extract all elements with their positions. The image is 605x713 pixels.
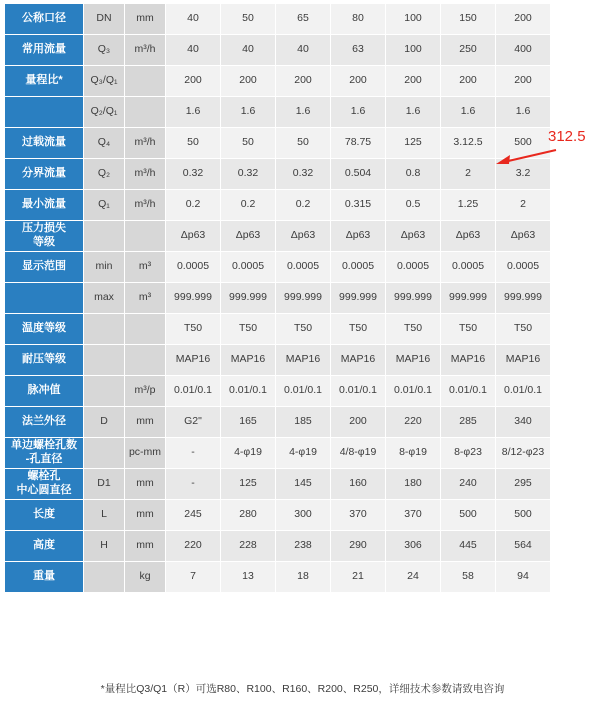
cell-value: 200 bbox=[386, 66, 441, 97]
cell-value: 200 bbox=[331, 407, 386, 438]
cell-value: 228 bbox=[221, 531, 276, 562]
row-label: 温度等级 bbox=[5, 314, 84, 345]
cell-value: 50 bbox=[221, 128, 276, 159]
row-unit: mm bbox=[125, 4, 166, 35]
cell-value: 1.25 bbox=[441, 190, 496, 221]
table-row bbox=[5, 35, 551, 66]
cell-value: 295 bbox=[496, 469, 551, 500]
row-symbol: Q₄ bbox=[84, 128, 125, 159]
cell-value: 200 bbox=[496, 66, 551, 97]
row-label: 重量 bbox=[5, 562, 84, 593]
cell-value: Δp63 bbox=[496, 221, 551, 252]
row-symbol: DN bbox=[84, 4, 125, 35]
row-label: 常用流量 bbox=[5, 35, 84, 66]
cell-value: T50 bbox=[441, 314, 496, 345]
cell-value: 1.6 bbox=[496, 97, 551, 128]
cell-value: 370 bbox=[386, 500, 441, 531]
table-row bbox=[5, 438, 551, 469]
cell-value: 0.32 bbox=[166, 159, 221, 190]
row-symbol bbox=[84, 438, 125, 469]
row-symbol: Q₁ bbox=[84, 190, 125, 221]
cell-value: 0.2 bbox=[276, 190, 331, 221]
table-row bbox=[5, 128, 551, 159]
row-symbol: max bbox=[84, 283, 125, 314]
row-unit bbox=[125, 314, 166, 345]
cell-value: MAP16 bbox=[496, 345, 551, 376]
cell-value: 3.2 bbox=[496, 159, 551, 190]
cell-value: 0.0005 bbox=[166, 252, 221, 283]
cell-value: 0.8 bbox=[386, 159, 441, 190]
table-row bbox=[5, 314, 551, 345]
row-unit: mm bbox=[125, 500, 166, 531]
cell-value: MAP16 bbox=[386, 345, 441, 376]
cell-value: Δp63 bbox=[386, 221, 441, 252]
cell-value: 0.315 bbox=[331, 190, 386, 221]
cell-value: Δp63 bbox=[166, 221, 221, 252]
cell-value: 4/8-φ19 bbox=[331, 438, 386, 469]
table-row bbox=[5, 159, 551, 190]
cell-value: 290 bbox=[331, 531, 386, 562]
cell-value: 999.999 bbox=[276, 283, 331, 314]
row-label: 脉冲值 bbox=[5, 376, 84, 407]
cell-value: MAP16 bbox=[331, 345, 386, 376]
cell-value: 18 bbox=[276, 562, 331, 593]
row-symbol bbox=[84, 376, 125, 407]
cell-value: 500 bbox=[496, 500, 551, 531]
cell-value: 21 bbox=[331, 562, 386, 593]
row-symbol: D1 bbox=[84, 469, 125, 500]
cell-value: 50 bbox=[221, 4, 276, 35]
cell-value: 40 bbox=[221, 35, 276, 66]
cell-value: 285 bbox=[441, 407, 496, 438]
cell-value: 58 bbox=[441, 562, 496, 593]
row-label: 长度 bbox=[5, 500, 84, 531]
cell-value: 0.01/0.1 bbox=[496, 376, 551, 407]
cell-value: 94 bbox=[496, 562, 551, 593]
cell-value: 40 bbox=[166, 4, 221, 35]
cell-value: 185 bbox=[276, 407, 331, 438]
cell-value: 1.6 bbox=[331, 97, 386, 128]
cell-value: 63 bbox=[331, 35, 386, 66]
cell-value: 500 bbox=[496, 128, 551, 159]
cell-value: 160 bbox=[331, 469, 386, 500]
row-symbol: Q₃/Q₁ bbox=[84, 66, 125, 97]
table-row bbox=[5, 407, 551, 438]
cell-value: 100 bbox=[386, 4, 441, 35]
cell-value: 999.999 bbox=[331, 283, 386, 314]
cell-value: 200 bbox=[276, 66, 331, 97]
cell-value: 238 bbox=[276, 531, 331, 562]
cell-value: 0.32 bbox=[221, 159, 276, 190]
row-unit: m³ bbox=[125, 252, 166, 283]
row-label: 压力损失 等级 bbox=[5, 221, 84, 252]
cell-value: Δp63 bbox=[441, 221, 496, 252]
row-unit: pc-mm bbox=[125, 438, 166, 469]
cell-value: 220 bbox=[386, 407, 441, 438]
cell-value: 200 bbox=[166, 66, 221, 97]
cell-value: 8-φ23 bbox=[441, 438, 496, 469]
cell-value: 250 bbox=[441, 35, 496, 66]
cell-value: 165 bbox=[221, 407, 276, 438]
cell-value: 4-φ19 bbox=[276, 438, 331, 469]
row-unit: m³/h bbox=[125, 128, 166, 159]
cell-value: 0.0005 bbox=[441, 252, 496, 283]
cell-value: - bbox=[166, 469, 221, 500]
cell-value: 100 bbox=[386, 35, 441, 66]
row-label: 螺栓孔 中心圆直径 bbox=[5, 469, 84, 500]
row-unit: mm bbox=[125, 531, 166, 562]
cell-value: T50 bbox=[331, 314, 386, 345]
cell-value: 0.2 bbox=[221, 190, 276, 221]
cell-value: 0.01/0.1 bbox=[441, 376, 496, 407]
cell-value: 1.6 bbox=[221, 97, 276, 128]
cell-value: 0.01/0.1 bbox=[386, 376, 441, 407]
specification-table bbox=[4, 3, 551, 593]
cell-value: 999.999 bbox=[441, 283, 496, 314]
row-label: 最小流量 bbox=[5, 190, 84, 221]
table-row bbox=[5, 469, 551, 500]
cell-value: 0.0005 bbox=[496, 252, 551, 283]
row-unit: mm bbox=[125, 407, 166, 438]
table-row bbox=[5, 190, 551, 221]
cell-value: G2" bbox=[166, 407, 221, 438]
row-label: 单边螺栓孔数 -孔直径 bbox=[5, 438, 84, 469]
cell-value: T50 bbox=[166, 314, 221, 345]
cell-value: 0.0005 bbox=[221, 252, 276, 283]
table-row bbox=[5, 376, 551, 407]
table-row bbox=[5, 562, 551, 593]
row-unit bbox=[125, 97, 166, 128]
row-label bbox=[5, 97, 84, 128]
cell-value: 200 bbox=[441, 66, 496, 97]
cell-value: MAP16 bbox=[441, 345, 496, 376]
cell-value: 7 bbox=[166, 562, 221, 593]
row-symbol: min bbox=[84, 252, 125, 283]
cell-value: 8-φ19 bbox=[386, 438, 441, 469]
row-unit: m³/p bbox=[125, 376, 166, 407]
table-row bbox=[5, 221, 551, 252]
cell-value: 78.75 bbox=[331, 128, 386, 159]
cell-value: 300 bbox=[276, 500, 331, 531]
row-symbol bbox=[84, 345, 125, 376]
row-unit bbox=[125, 66, 166, 97]
cell-value: 340 bbox=[496, 407, 551, 438]
cell-value: 0.0005 bbox=[331, 252, 386, 283]
cell-value: T50 bbox=[221, 314, 276, 345]
row-unit: kg bbox=[125, 562, 166, 593]
cell-value: 0.01/0.1 bbox=[166, 376, 221, 407]
cell-value: 0.0005 bbox=[276, 252, 331, 283]
cell-value: T50 bbox=[496, 314, 551, 345]
table-row bbox=[5, 531, 551, 562]
cell-value: 306 bbox=[386, 531, 441, 562]
cell-value: 0.0005 bbox=[386, 252, 441, 283]
cell-value: 40 bbox=[276, 35, 331, 66]
table-row bbox=[5, 283, 551, 314]
cell-value: 500 bbox=[441, 500, 496, 531]
cell-value: 150 bbox=[441, 4, 496, 35]
cell-value: 1.6 bbox=[276, 97, 331, 128]
cell-value: 999.999 bbox=[166, 283, 221, 314]
row-label: 显示范围 bbox=[5, 252, 84, 283]
row-label: 分界流量 bbox=[5, 159, 84, 190]
row-unit: m³ bbox=[125, 283, 166, 314]
cell-value: 1.6 bbox=[386, 97, 441, 128]
row-unit: m³/h bbox=[125, 190, 166, 221]
cell-value: 999.999 bbox=[221, 283, 276, 314]
cell-value-highlighted: 3.12.5 bbox=[441, 128, 496, 159]
table-row bbox=[5, 97, 551, 128]
cell-value: 0.2 bbox=[166, 190, 221, 221]
cell-value: T50 bbox=[386, 314, 441, 345]
cell-value: 220 bbox=[166, 531, 221, 562]
row-symbol: Q₃ bbox=[84, 35, 125, 66]
cell-value: 2 bbox=[496, 190, 551, 221]
cell-value: 200 bbox=[331, 66, 386, 97]
row-label: 过载流量 bbox=[5, 128, 84, 159]
table-row bbox=[5, 500, 551, 531]
cell-value: 125 bbox=[221, 469, 276, 500]
cell-value: 445 bbox=[441, 531, 496, 562]
cell-value: 180 bbox=[386, 469, 441, 500]
cell-value: 370 bbox=[331, 500, 386, 531]
cell-value: MAP16 bbox=[166, 345, 221, 376]
table-row bbox=[5, 252, 551, 283]
cell-value: Δp63 bbox=[221, 221, 276, 252]
cell-value: 50 bbox=[166, 128, 221, 159]
row-symbol bbox=[84, 562, 125, 593]
footnote: *量程比Q3/Q1（R）可选R80、R100、R160、R200、R250，详细技术参数请致电咨询 bbox=[100, 683, 505, 695]
cell-value: 1.6 bbox=[441, 97, 496, 128]
cell-value: 0.01/0.1 bbox=[221, 376, 276, 407]
cell-value: Δp63 bbox=[276, 221, 331, 252]
row-unit: mm bbox=[125, 469, 166, 500]
cell-value: 0.504 bbox=[331, 159, 386, 190]
cell-value: 999.999 bbox=[496, 283, 551, 314]
cell-value: 0.01/0.1 bbox=[331, 376, 386, 407]
row-label: 量程比* bbox=[5, 66, 84, 97]
table-row bbox=[5, 4, 551, 35]
table-row bbox=[5, 66, 551, 97]
cell-value: 4-φ19 bbox=[221, 438, 276, 469]
row-symbol: H bbox=[84, 531, 125, 562]
cell-value: 80 bbox=[331, 4, 386, 35]
cell-value: 65 bbox=[276, 4, 331, 35]
annotation-text: 312.5 bbox=[548, 128, 586, 145]
cell-value: 280 bbox=[221, 500, 276, 531]
cell-value: - bbox=[166, 438, 221, 469]
row-symbol: Q₂ bbox=[84, 159, 125, 190]
row-unit: m³/h bbox=[125, 35, 166, 66]
cell-value: 2 bbox=[441, 159, 496, 190]
cell-value: 1.6 bbox=[166, 97, 221, 128]
cell-value: 145 bbox=[276, 469, 331, 500]
row-label: 高度 bbox=[5, 531, 84, 562]
cell-value: 400 bbox=[496, 35, 551, 66]
row-unit: m³/h bbox=[125, 159, 166, 190]
row-label: 法兰外径 bbox=[5, 407, 84, 438]
row-symbol: D bbox=[84, 407, 125, 438]
cell-value: 564 bbox=[496, 531, 551, 562]
cell-value: 0.32 bbox=[276, 159, 331, 190]
row-label: 耐压等级 bbox=[5, 345, 84, 376]
cell-value: MAP16 bbox=[221, 345, 276, 376]
table-row bbox=[5, 345, 551, 376]
cell-value: 200 bbox=[221, 66, 276, 97]
cell-value: 200 bbox=[496, 4, 551, 35]
cell-value: 240 bbox=[441, 469, 496, 500]
cell-value: 13 bbox=[221, 562, 276, 593]
cell-value: Δp63 bbox=[331, 221, 386, 252]
row-unit bbox=[125, 345, 166, 376]
cell-value: 50 bbox=[276, 128, 331, 159]
cell-value: 0.5 bbox=[386, 190, 441, 221]
cell-value: 8/12-φ23 bbox=[496, 438, 551, 469]
cell-value: 999.999 bbox=[386, 283, 441, 314]
row-label bbox=[5, 283, 84, 314]
row-unit bbox=[125, 221, 166, 252]
table-body bbox=[5, 4, 551, 593]
row-symbol bbox=[84, 314, 125, 345]
row-label: 公称口径 bbox=[5, 4, 84, 35]
cell-value: 0.01/0.1 bbox=[276, 376, 331, 407]
cell-value: T50 bbox=[276, 314, 331, 345]
cell-value: 40 bbox=[166, 35, 221, 66]
row-symbol bbox=[84, 221, 125, 252]
row-symbol: L bbox=[84, 500, 125, 531]
row-symbol: Q₂/Q₁ bbox=[84, 97, 125, 128]
cell-value: 245 bbox=[166, 500, 221, 531]
cell-value: 125 bbox=[386, 128, 441, 159]
cell-value: MAP16 bbox=[276, 345, 331, 376]
cell-value: 24 bbox=[386, 562, 441, 593]
